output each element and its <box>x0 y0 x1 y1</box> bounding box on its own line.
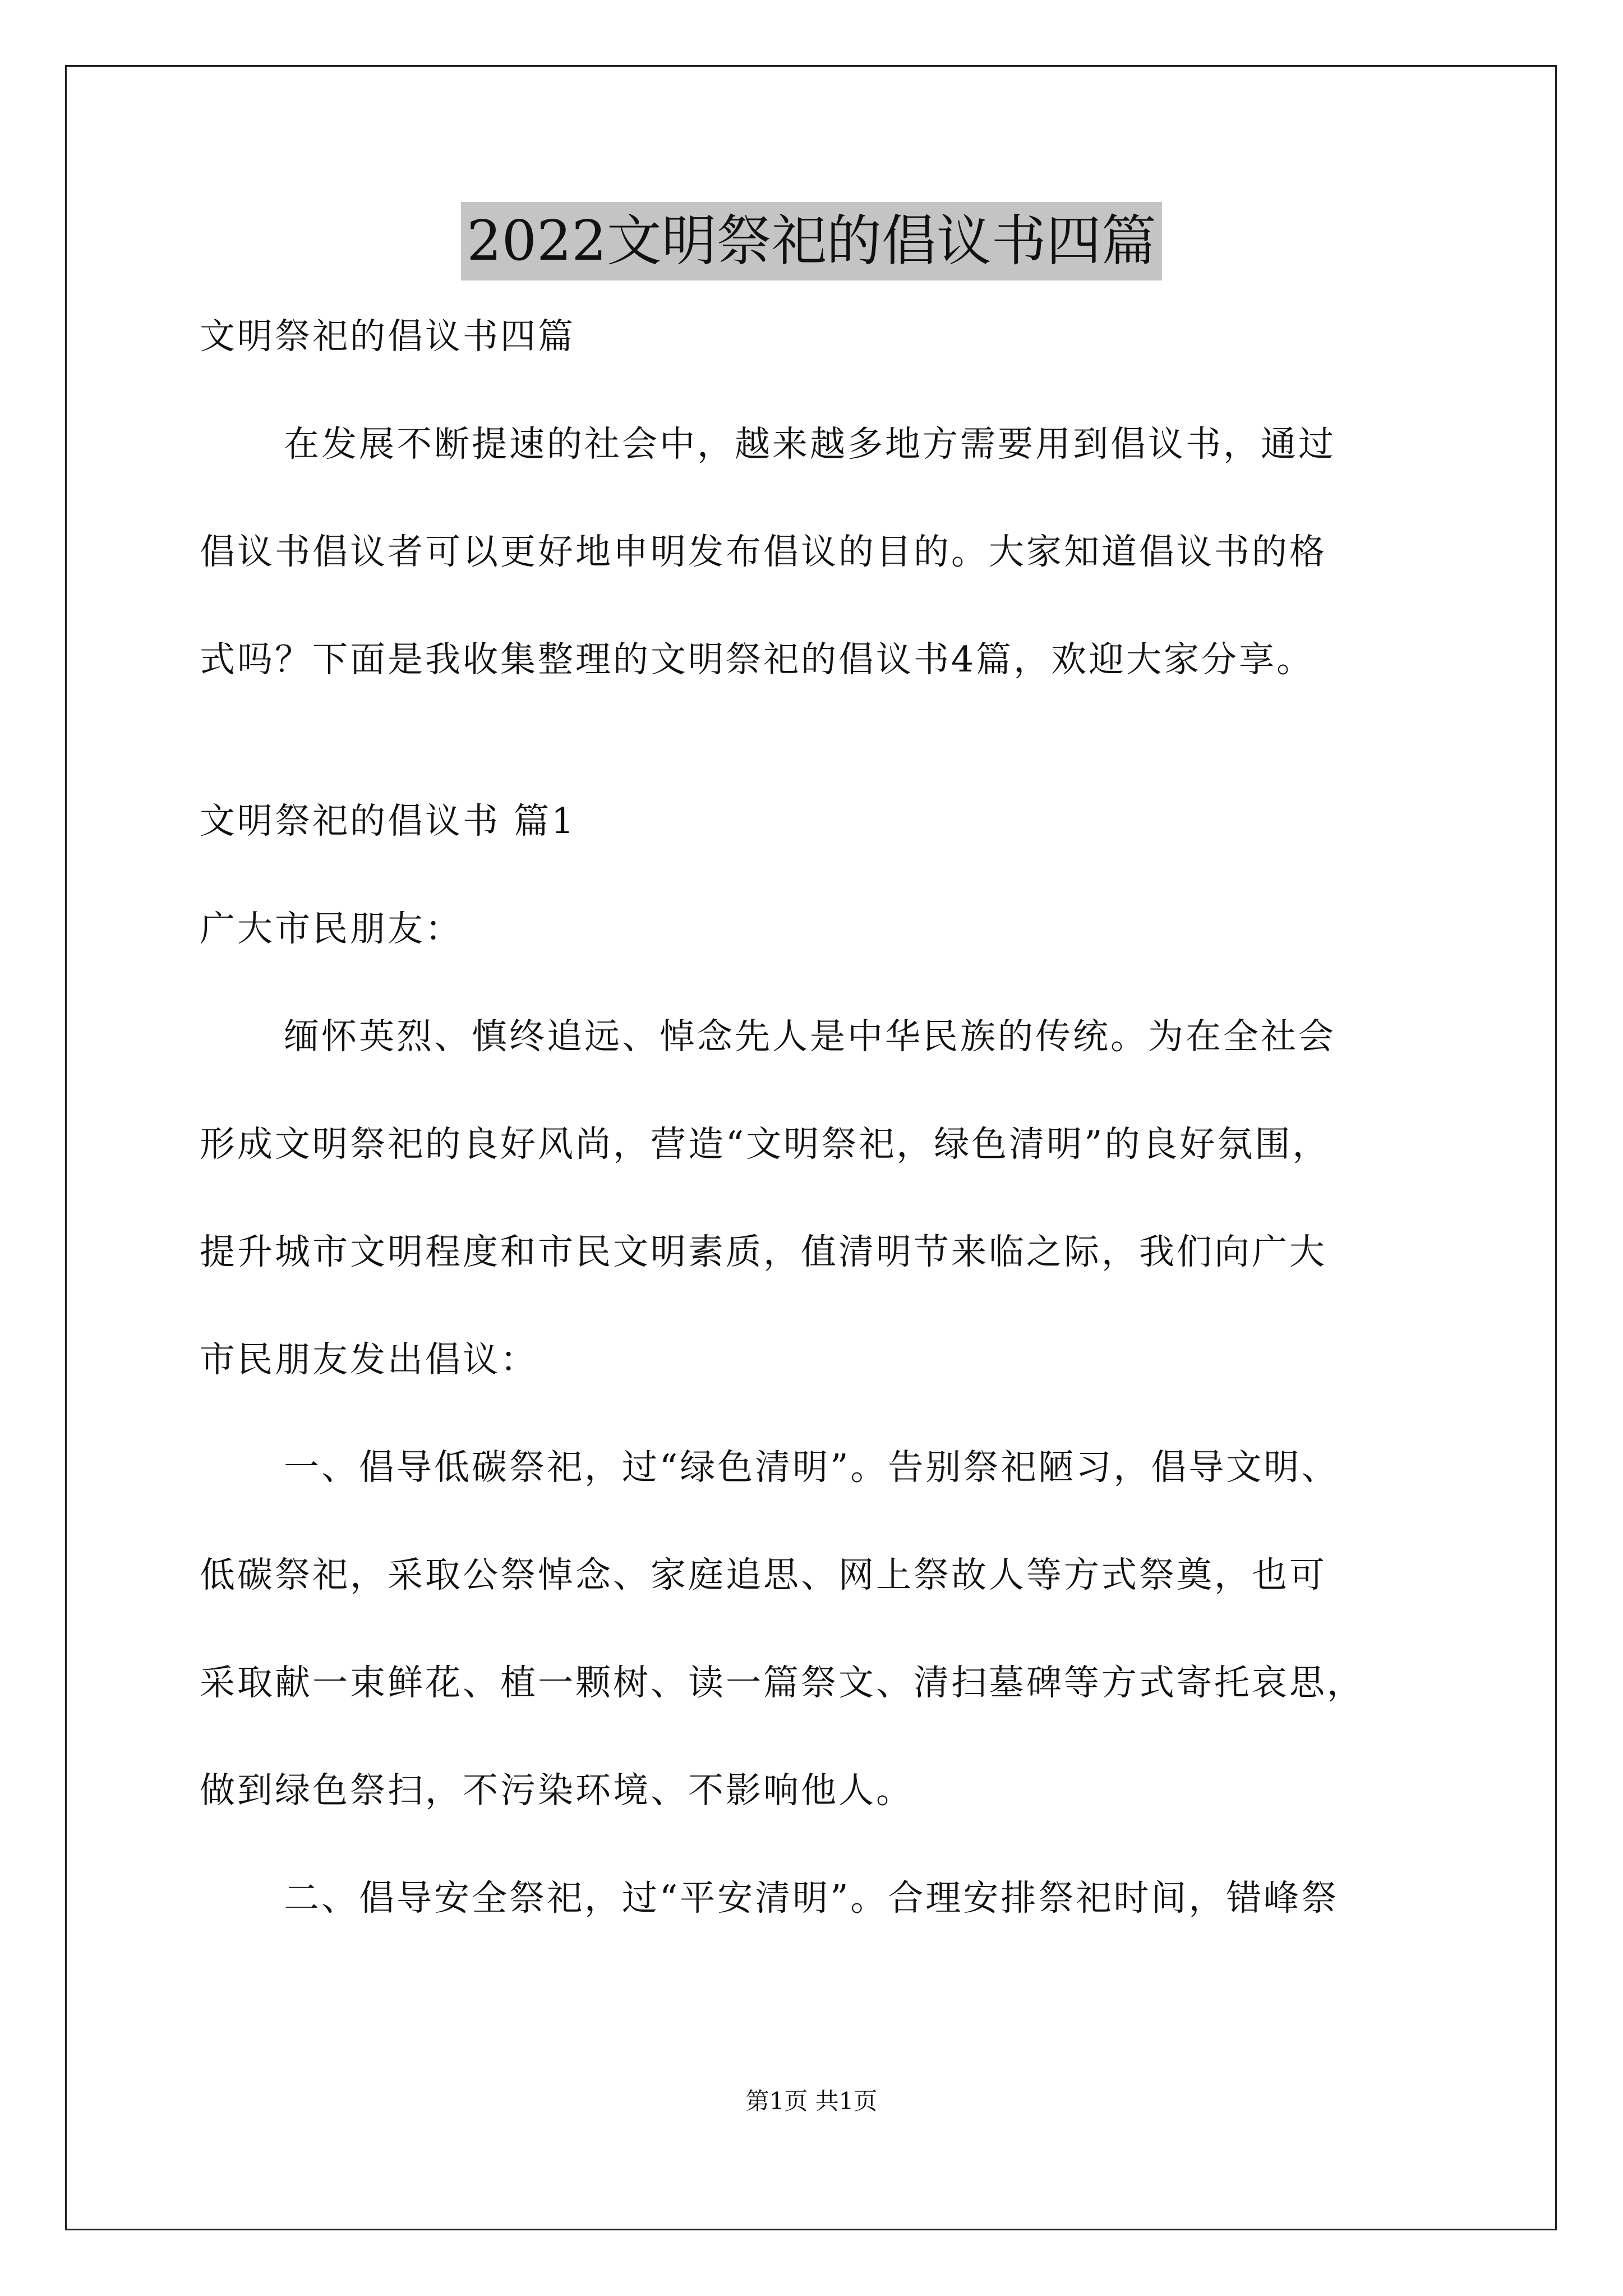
section-heading: 文明祭祀的倡议书 篇1 <box>200 800 577 841</box>
paragraph-line: 形成文明祭祀的良好风尚，营造“文明祭祀，绿色清明”的良好氛围， <box>200 1124 1330 1165</box>
paragraph-line: 低碳祭祀，采取公祭悼念、家庭追思、网上祭故人等方式祭奠，也可 <box>200 1554 1327 1595</box>
page-footer: 第1页 共1页 <box>745 2087 878 2115</box>
paragraph-line: 提升城市文明程度和市民文明素质，值清明节来临之际，我们向广大 <box>200 1231 1327 1272</box>
paragraph-line: 二、倡导安全祭祀，过“平安清明”。合理安排祭祀时间，错峰祭 <box>284 1878 1339 1918</box>
intro-line: 在发展不断提速的社会中，越来越多地方需要用到倡议书，通过 <box>284 424 1336 464</box>
document-title: 2022文明祭祀的倡议书四篇 <box>461 202 1161 280</box>
paragraph-line: 市民朋友发出倡议： <box>200 1339 538 1380</box>
title-container <box>0 202 1623 280</box>
paragraph-line: 采取献一束鲜花、植一颗树、读一篇祭文、清扫墓碑等方式寄托哀思， <box>200 1662 1364 1703</box>
intro-line: 式吗？下面是我收集整理的文明祭祀的倡议书4篇，欢迎大家分享。 <box>200 639 1315 680</box>
paragraph-line: 一、倡导低碳祭祀，过“绿色清明”。告别祭祀陋习，倡导文明、 <box>284 1447 1339 1488</box>
paragraph-line: 缅怀英烈、慎终追远、悼念先人是中华民族的传统。为在全社会 <box>284 1016 1336 1057</box>
intro-line: 倡议书倡议者可以更好地申明发布倡议的目的。大家知道倡议书的格 <box>200 531 1327 572</box>
paragraph-line: 做到绿色祭扫，不污染环境、不影响他人。 <box>200 1770 914 1811</box>
document-subtitle: 文明祭祀的倡议书四篇 <box>200 316 575 357</box>
paragraph-2 <box>200 1441 1433 1818</box>
document-body <box>200 310 1433 1925</box>
paragraph-3 <box>200 1871 1433 1925</box>
paragraph-1 <box>200 1010 1433 1387</box>
salutation: 广大市民朋友： <box>200 908 463 949</box>
intro-paragraph <box>200 417 1433 687</box>
